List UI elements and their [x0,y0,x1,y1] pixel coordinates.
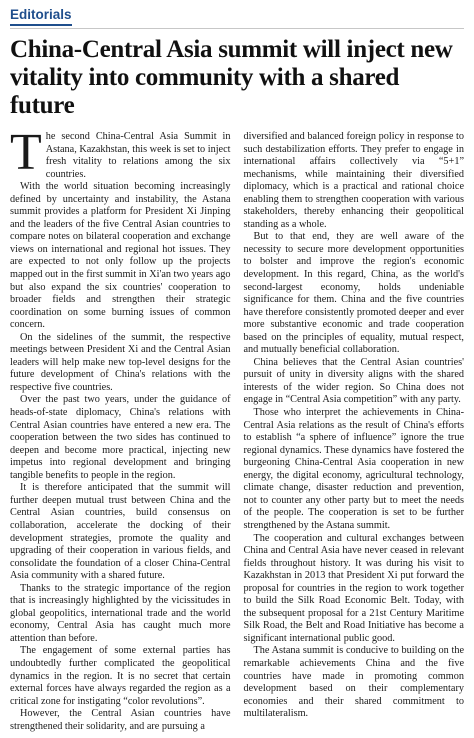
section-header [10,6,464,26]
lead-paragraph [10,124,231,181]
paragraph: China believes that the Central Asian countries' pursuit of unity in diversity aligns with the shared interests of the wider region. So China does not engage in “Central Asia competition” with any party. [243,356,464,406]
column-right [244,131,465,733]
paragraph: Those who interpret the achievements in China-Central Asia relations as the result of China's efforts to establish “a sphere of influence” ignore the true regional dynamics. These dynamics have fostered the burgeoning China-Central Asia cooperation in new energy, the digital economy, agricultural technology, climate change, disaster reduction and prevention, not to counter any other party but to meet the needs of the people. The cooperation is set to be further strengthened by the Astana summit. [243,407,464,531]
paragraph: Thanks to the strategic importance of the region that is increasingly highlighted by the vicissitudes in global geopolitics, international trade and the world economy, Central Asia has caught much more attention than before. [10,582,231,644]
paragraph: Over the past two years, under the guidance of heads-of-state diplomacy, China's relations with Central Asian countries have entered a new era. The cooperation between the two sides has continued to deepen and become more practical, injecting new impetus into regional development and bringing tangible benefits to people in the region. [10,394,231,481]
paragraph: The Astana summit is conducive to building on the remarkable achievements China and the five countries have made in promoting common development based on their complementary economies and their shared commitment to multilateralism. [243,645,464,720]
paragraph: On the sidelines of the summit, the respective meetings between President Xi and the Central Asian leaders will help make new top-level designs for the future development of China's relations with the respective five countries. [10,331,231,393]
paragraph: But to that end, they are well aware of the necessity to secure more development opportunities to bolster and improve the region's economic development. In this regard, China, as the world's second-largest economy, holds undeniable significance for them. China and the five countries have therefore consistently promoted deeper and ever more substantive economic and trade cooperation based on the principles of equality, mutual respect, and mutually beneficial collaboration. [243,231,464,356]
column-left [10,124,231,733]
drop-cap: T [10,124,42,181]
paragraph: The engagement of some external parties has undoubtedly further complicated the geopolitical dynamics in the region. It is no secret that certain external forces have always regarded the region as a critical zone for instigating “color revolutions”. [10,645,231,707]
paragraph: It is therefore anticipated that the summit will further deepen mutual trust between China and the Central Asian countries, build consensus on collaboration, accelerate the docking of their development strategies, promote the quality and upgrading of their cooperation in various fields, and consolidate the foundation of a closer China-Central Asia community with a shared future. [10,482,231,582]
paragraph-continued: diversified and balanced foreign policy in response to such destabilization efforts. They prefer to engage in international affairs collectively via “5+1” mechanisms, while maintaining their diversified diplomacy, which is a practical and rational choice enabling them to strengthen cooperation with various stakeholders, thereby enhancing their geopolitical standing as a whole. [243,131,464,230]
paragraph: With the world situation becoming increasingly defined by uncertainty and instability, the Astana summit provides a platform for President Xi Jinping and the leaders of the five Central Asian countries to compare notes on bilateral cooperation and exchange views on international and regional hot issues. They are expected to not only follow up the projects mapped out in the first summit in Xi'an two years ago but also expand the six countries' cooperation to broader fields and strengthen their strategic coordination on some burning issues of common concern. [10,181,231,331]
paragraph: The cooperation and cultural exchanges between China and Central Asia have never ceased in relevant fields throughout history. It was during his visit to Kazakhstan in 2013 that President Xi put forward the proposal for countries in the region to work together to build the Silk Road Economic Belt. Today, with the subsequent proposal for a 21st Century Maritime Silk Road, the Belt and Road Initiative has become a significant international public good. [243,532,464,644]
section-label: Editorials [10,7,72,26]
lead-text: he second China-Central Asia Summit in Astana, Kazakhstan, this week is set to inject fresh vitality to relations among the six countries. [45,131,231,180]
header-divider [10,28,464,29]
headline: China-Central Asia summit will inject new vitality into community with a shared future [10,36,453,119]
article-body [10,124,464,733]
paragraph: However, the Central Asian countries have strengthened their solidarity, and are pursuing a [10,708,231,732]
